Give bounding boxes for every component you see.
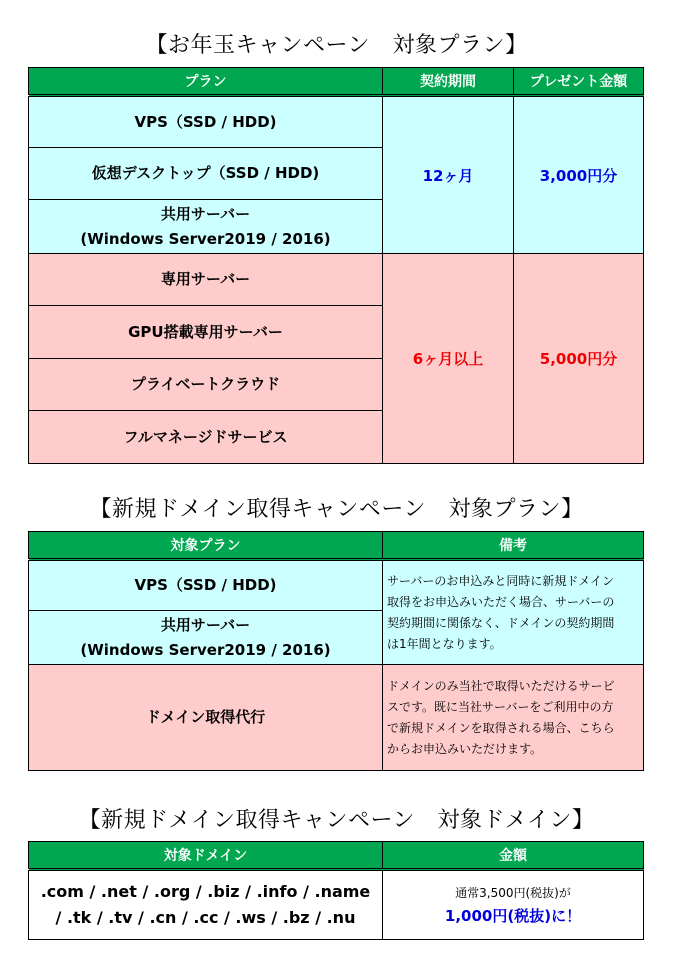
header-price: 金額 — [383, 842, 644, 870]
header-target-plan: 対象プラン — [29, 532, 383, 560]
plan-vps: VPS（SSD / HDD) — [29, 560, 383, 611]
domain-plan-table — [28, 531, 644, 771]
domain-price — [383, 870, 644, 940]
domain-list — [29, 870, 383, 940]
shared-server-windows-label: (Windows Server2019 / 2016) — [80, 640, 331, 659]
header-present-amount: プレゼント金額 — [514, 68, 644, 96]
plan-full-managed: フルマネージドサービス — [29, 411, 383, 464]
amount-5000: 5,000円分 — [514, 254, 644, 464]
table-header-row — [29, 842, 644, 870]
campaign-title-domain-plans: 【新規ドメイン取得キャンペーン 対象プラン】 — [89, 497, 584, 522]
note-server-domain — [383, 560, 644, 665]
note-line: サーバーのお申込みと同時に新規ドメイン — [387, 573, 615, 588]
note-line: で新規ドメインを取得される場合、こちら — [387, 720, 615, 735]
note-line: 取得をお申込みいただく場合、サーバーの — [387, 594, 615, 609]
plan-domain-proxy: ドメイン取得代行 — [29, 665, 383, 771]
period-12-months: 12ヶ月 — [383, 96, 514, 254]
amount-3000: 3,000円分 — [514, 96, 644, 254]
plan-virtual-desktop: 仮想デスクトップ（SSD / HDD) — [29, 148, 383, 200]
shared-server-windows-label: (Windows Server2019 / 2016) — [80, 229, 331, 248]
domain-list-line-1: .com / .net / .org / .biz / .info / .name — [40, 882, 371, 901]
header-target-domain: 対象ドメイン — [29, 842, 383, 870]
plan-private-cloud: プライベートクラウド — [29, 359, 383, 411]
shared-server-label: 共用サーバー — [160, 204, 251, 223]
note-line: スです。既に当社サーバーをご利用中の方 — [387, 699, 614, 714]
note-line: 契約期間に関係なく、ドメインの契約期間 — [387, 615, 615, 630]
plan-vps: VPS（SSD / HDD) — [29, 96, 383, 148]
note-line: ドメインのみ当社で取得いただけるサービ — [387, 678, 615, 693]
plan-gpu-server: GPU搭載専用サーバー — [29, 306, 383, 359]
domain-price-table — [28, 841, 644, 940]
domain-list-line-2: / .tk / .tv / .cn / .cc / .ws / .bz / .nu — [55, 908, 356, 927]
header-notes: 備考 — [383, 532, 644, 560]
campaign-title-otoshidama: 【お年玉キャンペーン 対象プラン】 — [145, 33, 528, 58]
period-6-months-plus: 6ヶ月以上 — [383, 254, 514, 464]
plan-shared-server — [29, 611, 383, 665]
plan-dedicated-server: 専用サーバー — [29, 254, 383, 306]
header-plan: プラン — [29, 68, 383, 96]
price-normal: 通常3,500円(税抜)が — [455, 886, 571, 900]
note-domain-only — [383, 665, 644, 771]
table-header-row — [29, 532, 644, 560]
price-campaign: 1,000円(税抜)に！ — [444, 907, 582, 925]
note-line: からお申込みいただけます。 — [387, 741, 543, 756]
note-line: は1年間となります。 — [387, 636, 502, 651]
otoshidama-plan-table — [28, 67, 644, 464]
plan-shared-server — [29, 200, 383, 254]
campaign-title-domains: 【新規ドメイン取得キャンペーン 対象ドメイン】 — [78, 808, 595, 833]
header-contract-period: 契約期間 — [383, 68, 514, 96]
shared-server-label: 共用サーバー — [160, 615, 251, 634]
table-header-row — [29, 68, 644, 96]
